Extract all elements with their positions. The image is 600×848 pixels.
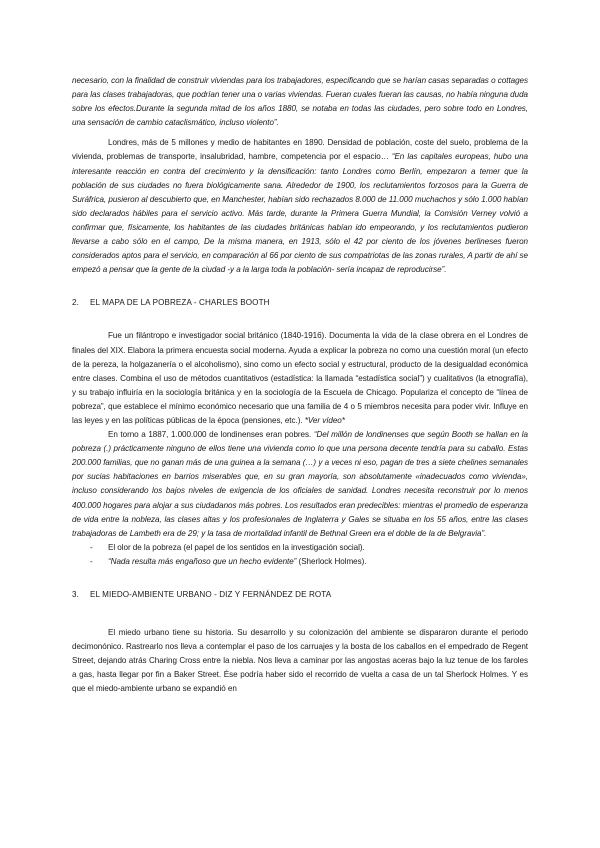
bullet-dash: - xyxy=(90,542,93,552)
bullet-item xyxy=(72,541,528,555)
bullet-dash: - xyxy=(90,556,93,566)
section-2-title: EL MAPA DE LA POBREZA - CHARLES BOOTH xyxy=(90,298,270,308)
section-3-number: 3. xyxy=(72,590,79,599)
london-paragraph xyxy=(72,136,528,277)
bullet-text: El olor de la pobreza (el papel de los sentidos en la investigación social). xyxy=(108,542,365,552)
london-quote-text: “En las capitales europeas, hubo una interesante reacción en contra del crecimiento y la densificación: tanto Londres como Berlín, empezaron a temer que la población de sus ciudades no fuera biológicamente sana. Alrededor de 1900, los reclutamientos forzosos para la Guerra de Suráfrica, pusieron al descubierto que, en Manchester, habían sido rechazados 8.000 de 11.000 muchachos y sólo 1.000 habían sido declarados hábiles para el servicio activo. Más tarde, durante la Primera Guerra Mundial, la Comisión Verney volvió a confirmar que, físicamente, los habitantes de las ciudades británicas habían ido empeorando, y los reclutamientos pudieron llevarse a cabo sólo en el campo, De la misma manera, en 1913, sólo el 42 por ciento de los jóvenes berlineses fueron considerados aptos para el servicio, en comparación al 66 por ciento de sus compatriotas de las zonas rurales, A partir de ahí se empezó a pensar que la gente de la ciudad -y a la larga toda la población- sería incapaz de reproducirse”. xyxy=(72,152,528,275)
poverty-quote-text: “Del millón de londinenses que según Booth se hallan en la pobreza (.) prácticamente ninguno de ellos tiene una vivienda como lo que una persona decente tendría para su caballo. Estas 200.000 familias, que no ganan más de una guinea a la semana (…) y a veces ni eso, pagan de tres a siete chelines semanales por sucias habitaciones en barrios miserables que, en su gran mayoría, son absolutamente «inadecuados como vivienda», incluso considerando los bajos niveles de exigencia de los oficiales de sanidad. Londres necesita reconstruir por lo menos 400.000 hogares para alojar a sus ciudadanos más pobres. Los resultados eran predecibles: mientras el promedio de esperanza de vida entre la nobleza, las clases altas y los profesionales de Inglaterra y Gales se situaba en los 55 años, entre las clases trabajadoras de Lambeth era de 29; y la tasa de mortalidad infantil de Bethnal Green era el doble de la de Belgravia”. xyxy=(72,430,529,538)
poverty-plain-text: En torno a 1887, 1.000.000 de londinenses eran pobres. xyxy=(108,430,314,440)
bullet-item xyxy=(72,555,528,569)
bullet-quote-text: “Nada resulta más engañoso que un hecho evidente” xyxy=(108,556,297,566)
london-plain-text: Londres, más de 5 millones y medio de habitantes en 1890. Densidad de población, coste del suelo, problema de la vivienda, problemas de transporte, insalubridad, hambre, competencia por el espacio… xyxy=(72,138,528,162)
section-2-number: 2. xyxy=(72,298,79,308)
urban-fear-text: El miedo urbano tiene su historia. Su desarrollo y su colonización del ambiente se dispararon durante el periodo decimonónico. Rastrearlo nos lleva a contemplar el paso de los carruajes y la bosta de los caballos en el empedrado de Regent Street, dejando atrás Charing Cross entre la niebla. Nos lleva a caminar por las angostas aceras bajo la luz tenue de los faroles a gas, hasta llegar por fin a Baker Street. Ése podría haber sido el recorrido de vuelta a casa de un tal Sherlock Holmes. Y es que el miedo-ambiente urbano se expandió en xyxy=(72,628,528,694)
section-3-heading xyxy=(72,588,528,602)
booth-plain-text: Fue un filántropo e investigador social británico (1840-1916). Documenta la vida de la clase obrera en el Londres de finales del XIX. Elabora la primera encuesta social moderna. Ayuda a explicar la pobreza no como una cuestión moral (un efecto de la pereza, la holgazanería o el alcoholismo), sino como un efecto social y estructural, producto de la desigualdad económica entre clases. Combina el uso de métodos cuantitativos (estadística: la llamada “estadística social”) y cualitativos (la etnografía), y su trabajo influiría en la sociología británica y en la sociología de la Escuela de Chicago. Populariza el concepto de “línea de pobreza”, que establece el mínimo económico necesario que una familia de 4 o 5 miembros necesita para poder vivir. Influye en las leyes y en las políticas públicas de la época (pensiones, etc.). xyxy=(72,331,528,425)
poverty-paragraph xyxy=(72,428,528,541)
section-2-bullet-list xyxy=(72,541,528,569)
bullet-attribution-text: (Sherlock Holmes). xyxy=(296,556,367,566)
intro-continuation-paragraph xyxy=(72,74,528,130)
booth-video-note: *Ver vídeo* xyxy=(304,415,345,425)
document-body xyxy=(72,74,528,697)
urban-fear-paragraph xyxy=(72,626,528,696)
booth-paragraph xyxy=(72,329,528,428)
section-2-heading xyxy=(72,296,528,310)
section-3-title: EL MIEDO-AMBIENTE URBANO - DIZ Y FERNÁNDEZ DE ROTA xyxy=(90,590,332,599)
intro-quote-text: necesario, con la finalidad de construir viviendas para los trabajadores, especificando que se harían casas separadas o cottages para las clases trabajadoras, que podrían tener una o varias viviendas. Fueran cuales fueran las causas, no había ninguna duda sobre los efectos.Durante la segunda mitad de los años 1880, se notaba en todas las ciudades, pero sobre todo en Londres, una sensación de cambio cataclismático, incluso violento”. xyxy=(72,76,528,128)
